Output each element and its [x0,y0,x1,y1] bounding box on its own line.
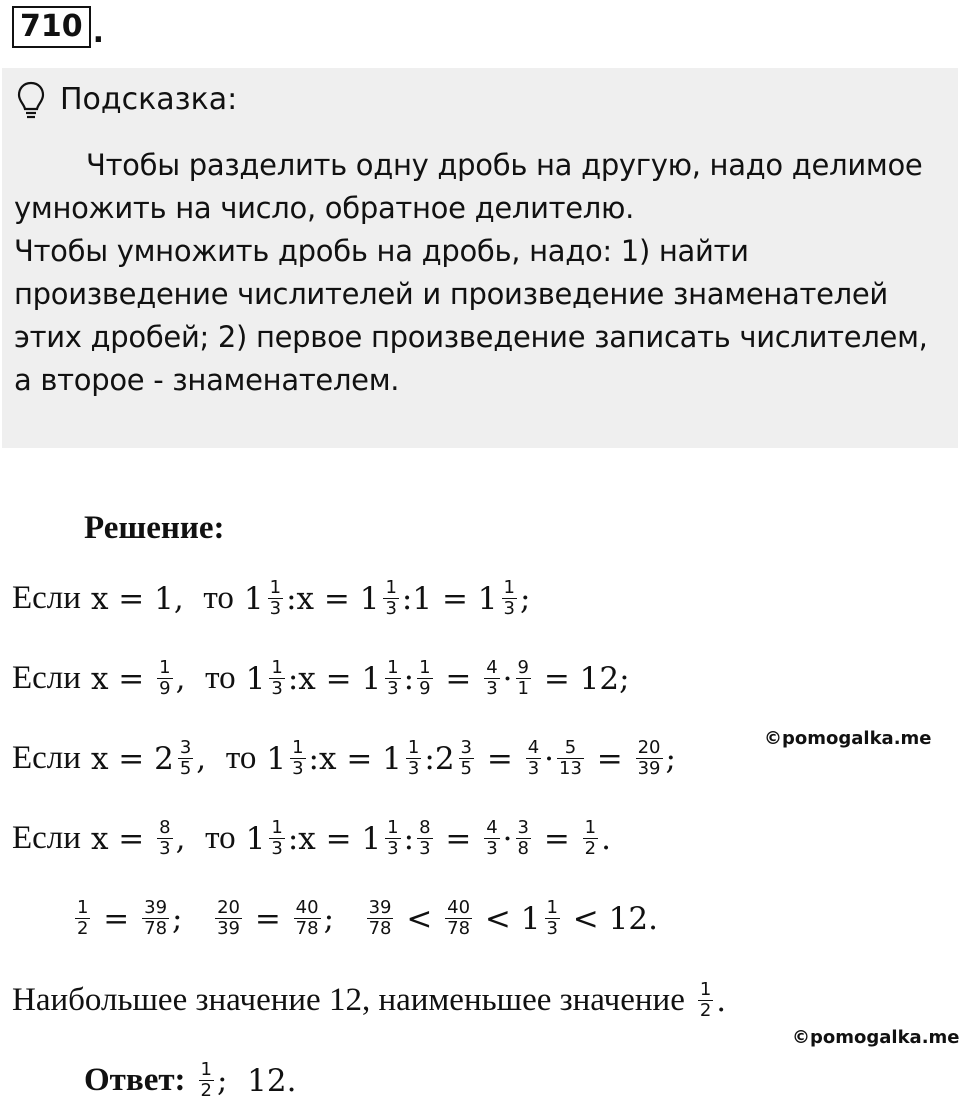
mixed-fraction: 1 $\frac{1}{3}$ [243,577,282,619]
hint-body [14,144,944,402]
answer-label: Ответ: [84,1062,186,1098]
result-fraction: $\frac{1}{2}$ [584,817,597,859]
product-fraction: $\frac{3}{8}$ [517,817,529,859]
answer-line: Ответ: $\frac{1}{2}$ ; 12 . [84,1059,297,1101]
var-x: x [90,820,109,857]
mixed-fraction: 1 $\frac{1}{3}$ [266,737,304,779]
conclusion-fraction: $\frac{1}{2}$ [699,979,712,1021]
solution-line-2: Если x = $\frac{1}{9}$ , то 1 $\frac{1}{3}$ : x = 1 $\frac{1}{3}$ : $\frac{1}{9}$ = $\frac{4}{3}$ · $\frac{9}{1}$ = 12 ; [12,657,630,699]
comparison-line: $\frac{1}{2}$ = $\frac{39}{78}$ ; $\frac{20}{39}$ = $\frac{40}{78}$ ; $\frac{39}{78}$ < $\frac{40}{78}$ < 1 $\frac{1}{3}$ < 12 . [77,897,658,939]
result-value: 12 [579,660,620,697]
mixed-fraction: 1 $\frac{1}{3}$ [245,817,283,859]
product-fraction: $\frac{9}{1}$ [517,657,529,699]
product-fraction: $\frac{4}{3}$ [486,657,498,699]
mixed-fraction: 1 $\frac{1}{3}$ [245,657,283,699]
hint-header [16,78,237,121]
x-fraction: $\frac{1}{9}$ [159,657,171,699]
x-fraction: $\frac{1}{9}$ [419,657,431,699]
if-word: Если [12,660,81,696]
result-fraction: 1 $\frac{1}{3}$ [477,577,515,619]
var-x: x [90,580,109,617]
var-x: x [298,660,316,697]
answer-fraction: $\frac{1}{2}$ [200,1059,212,1101]
hint-paragraph-2: Чтобы умножить дробь на дробь, надо: 1) найти произведение числителей и произведение знаменателей этих дробей; 2) первое произведение записать числителем, а второе - знаменателем. [14,234,928,397]
solution-line-3: Если x = 2 $\frac{3}{5}$ , то 1 $\frac{1}{3}$ : x = 1 $\frac{1}{3}$ : 2 $\frac{3}{5}$ = $\frac{4}{3}$ · $\frac{5}{13}$ = $\frac{20}{39}$ ; [12,737,676,779]
then-word: то [225,740,257,776]
product-fraction: $\frac{4}{3}$ [527,737,540,779]
x-fraction: $\frac{8}{3}$ [159,817,171,859]
watermark: ©pomogalka.me [764,728,932,749]
var-x: x [90,660,109,697]
x-value: 1 [154,580,174,617]
then-word: то [205,820,236,856]
product-fraction: $\frac{5}{13}$ [559,737,582,779]
var-x: x [319,740,337,777]
solution-line-1: Если x = 1 , то 1 $\frac{1}{3}$ : x = 1 $\frac{1}{3}$ : 1 = 1 $\frac{1}{3}$ ; [12,577,531,619]
result-fraction: $\frac{20}{39}$ [637,737,661,779]
problem-number-dot: . [92,15,105,50]
hint-box [2,68,958,448]
then-word: то [205,660,236,696]
mixed-fraction: 1 $\frac{1}{3}$ [361,657,399,699]
lightbulb-icon [16,80,46,120]
x-mixed-fraction: 2 $\frac{3}{5}$ [154,737,192,779]
problem-number [12,6,104,48]
mixed-fraction: 1 $\frac{1}{3}$ [382,737,420,779]
solution-line-4: Если x = $\frac{8}{3}$ , то 1 $\frac{1}{3}$ : x = 1 $\frac{1}{3}$ : $\frac{8}{3}$ = $\frac{4}{3}$ · $\frac{3}{8}$ = $\frac{1}{2}$ . [12,817,611,859]
hint-paragraph-1: Чтобы разделить одну дробь на другую, надо делимое умножить на число, обратное делителю. [14,148,923,225]
watermark: ©pomogalka.me [792,1027,960,1048]
mixed-fraction: 1 $\frac{1}{3}$ [361,817,399,859]
conclusion-text: Наибольшее значение 12, наименьшее значение [12,982,685,1018]
if-word: Если [12,580,81,616]
x-fraction: $\frac{8}{3}$ [419,817,431,859]
x-mixed-fraction: 2 $\frac{3}{5}$ [434,737,472,779]
conclusion-line: Наибольшее значение 12, наименьшее значение $\frac{1}{2}$ . [12,979,727,1021]
product-fraction: $\frac{4}{3}$ [486,817,498,859]
var-x: x [298,820,316,857]
then-word: то [203,580,234,616]
problem-number-box: 710 [12,6,91,48]
var-x: x [90,740,109,777]
answer-value: 12 [247,1062,287,1099]
mixed-fraction: 1 $\frac{1}{3}$ [359,577,397,619]
x-value: 1 [412,580,433,617]
solution-title: Решение: [84,510,225,546]
if-word: Если [12,740,81,776]
var-x: x [296,580,315,617]
if-word: Если [12,820,81,856]
hint-title: Подсказка: [60,82,238,117]
